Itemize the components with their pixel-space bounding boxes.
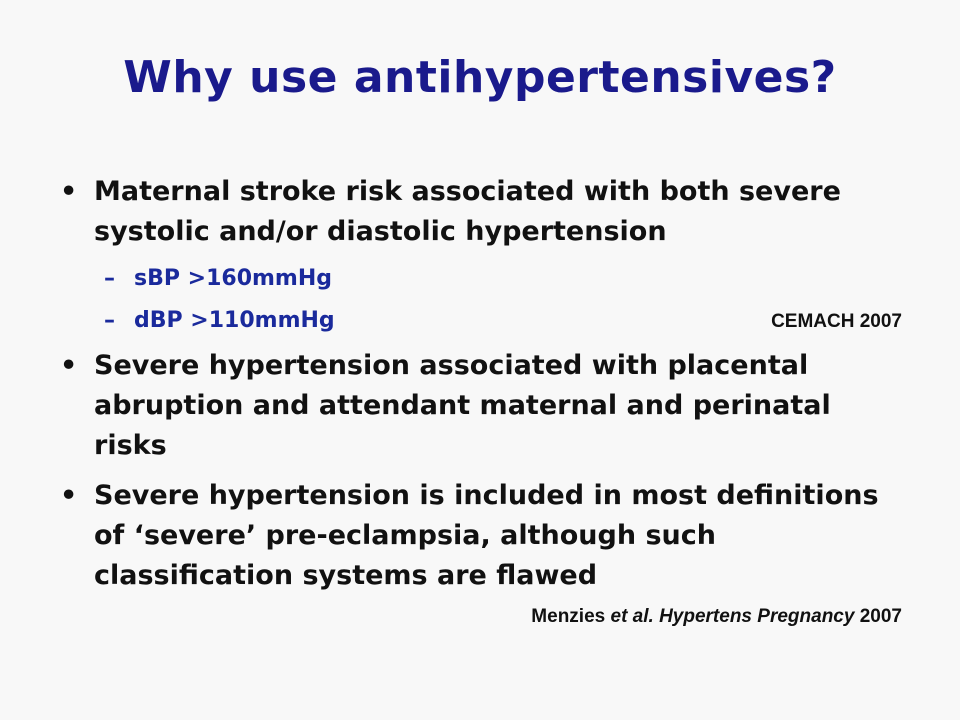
bullet-icon: • xyxy=(60,480,78,511)
citation-cemach: CEMACH 2007 xyxy=(771,311,902,332)
bullet-item xyxy=(60,346,880,466)
slide-title: Why use antihypertensives? xyxy=(123,52,837,103)
bullet-text: Severe hypertension associated with placental abruption and attendant maternal and perinatal risks xyxy=(94,350,831,461)
bullet-icon: • xyxy=(60,350,78,381)
sub-bullet-text: sBP >160mmHg xyxy=(134,266,333,291)
bullet-item xyxy=(60,172,880,252)
sub-bullet-item xyxy=(104,264,332,294)
dash-icon: – xyxy=(104,308,115,333)
sub-bullet-item xyxy=(104,306,335,336)
bullet-item xyxy=(60,476,880,596)
sub-bullet-text: dBP >110mmHg xyxy=(134,308,335,333)
bullet-text: Severe hypertension is included in most definitions of ‘severe’ pre-eclampsia, although such classification systems are flawed xyxy=(94,480,879,591)
citation-year: 2007 xyxy=(859,606,902,627)
bullet-text: Maternal stroke risk associated with both severe systolic and/or diastolic hypertension xyxy=(94,176,841,247)
bullet-icon: • xyxy=(60,176,78,207)
citation-journal: et al. Hypertens Pregnancy xyxy=(610,606,855,627)
citation-menzies xyxy=(531,606,902,628)
citation-author: Menzies xyxy=(531,606,606,627)
dash-icon: – xyxy=(104,266,115,291)
